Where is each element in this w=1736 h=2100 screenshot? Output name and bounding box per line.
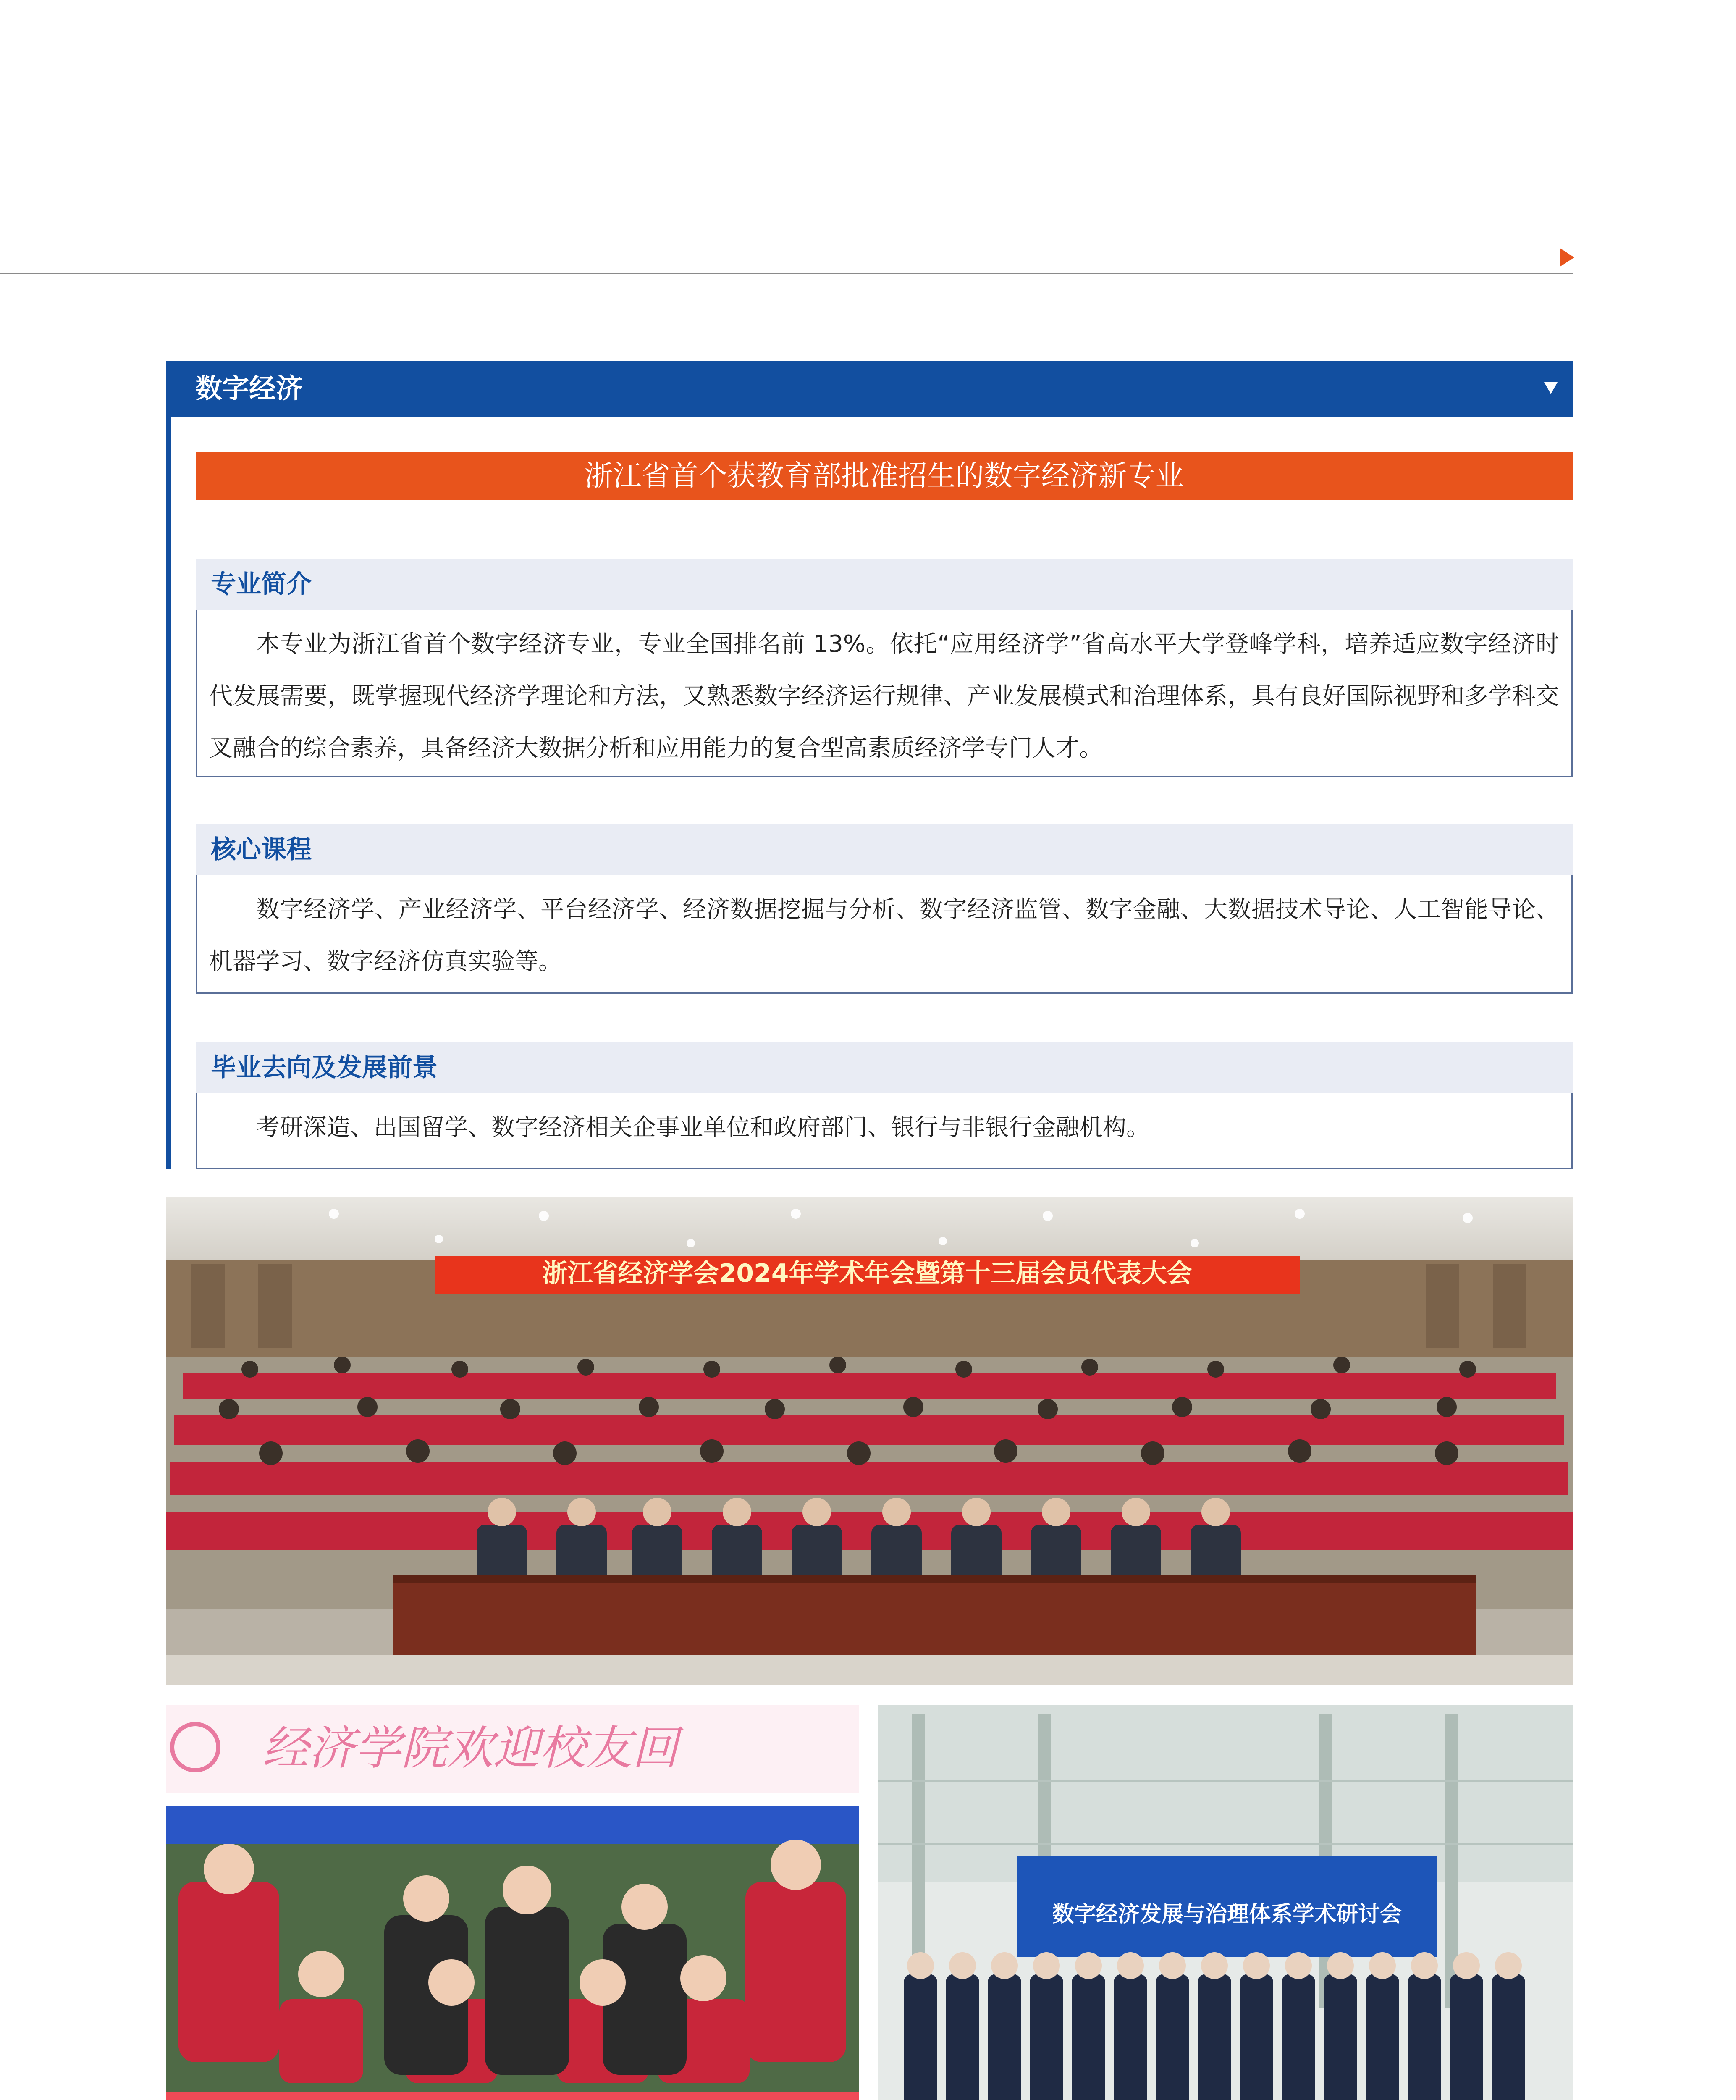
intro-heading: 专业简介: [211, 570, 312, 599]
symposium-group-photo: [878, 1705, 1573, 2100]
top-divider-line: [0, 273, 1573, 274]
conference-banner-text: 浙江省经济学会2024年学术年会暨第十三届会员代表大会: [542, 1259, 1192, 1288]
intro-box: [196, 610, 1573, 777]
careers-heading: 毕业去向及发展前景: [211, 1053, 438, 1082]
courses-box: [196, 875, 1573, 994]
careers-text: 考研深造、出国留学、数字经济相关企事业单位和政府部门、银行与非银行金融机构。: [256, 1114, 1150, 1141]
courses-heading-bar: [196, 824, 1573, 875]
intro-heading-bar: [196, 559, 1573, 610]
section-title: 数字经济: [195, 373, 303, 404]
section-accent-bar: [166, 417, 171, 1169]
alumni-top-banner-text: 经济学院欢迎校友回: [262, 1721, 678, 1775]
caret-down-icon[interactable]: [1544, 382, 1558, 394]
alumni-event-photo: [166, 1705, 859, 2100]
careers-box: [196, 1093, 1573, 1169]
courses-text: 数字经济学、产业经济学、平台经济学、经济数据挖掘与分析、数字经济监管、数字金融、大数据技术导论、人工智能导论、机器学习、数字经济仿真实验等。: [209, 896, 1559, 975]
conference-photo: [166, 1197, 1573, 1685]
right-arrow-icon: [1560, 248, 1574, 267]
section-header[interactable]: [166, 361, 1573, 417]
careers-heading-bar: [196, 1042, 1573, 1093]
major-banner: 浙江省首个获教育部批准招生的数字经济新专业: [196, 452, 1573, 500]
courses-heading: 核心课程: [211, 835, 312, 864]
symposium-banner-text: 数字经济发展与治理体系学术研讨会: [1052, 1902, 1402, 1927]
intro-text: 本专业为浙江省首个数字经济专业，专业全国排名前 13%。依托“应用经济学”省高水平大学登峰学科，培养适应数字经济时代发展需要，既掌握现代经济学理论和方法，又熟悉数字经济运行规律、产业发展模式和治理体系，具有良好国际视野和多学科交叉融合的综合素养，具备经济大数据分析和应用能力的复合型高素质经济学专门人才。: [209, 630, 1559, 762]
